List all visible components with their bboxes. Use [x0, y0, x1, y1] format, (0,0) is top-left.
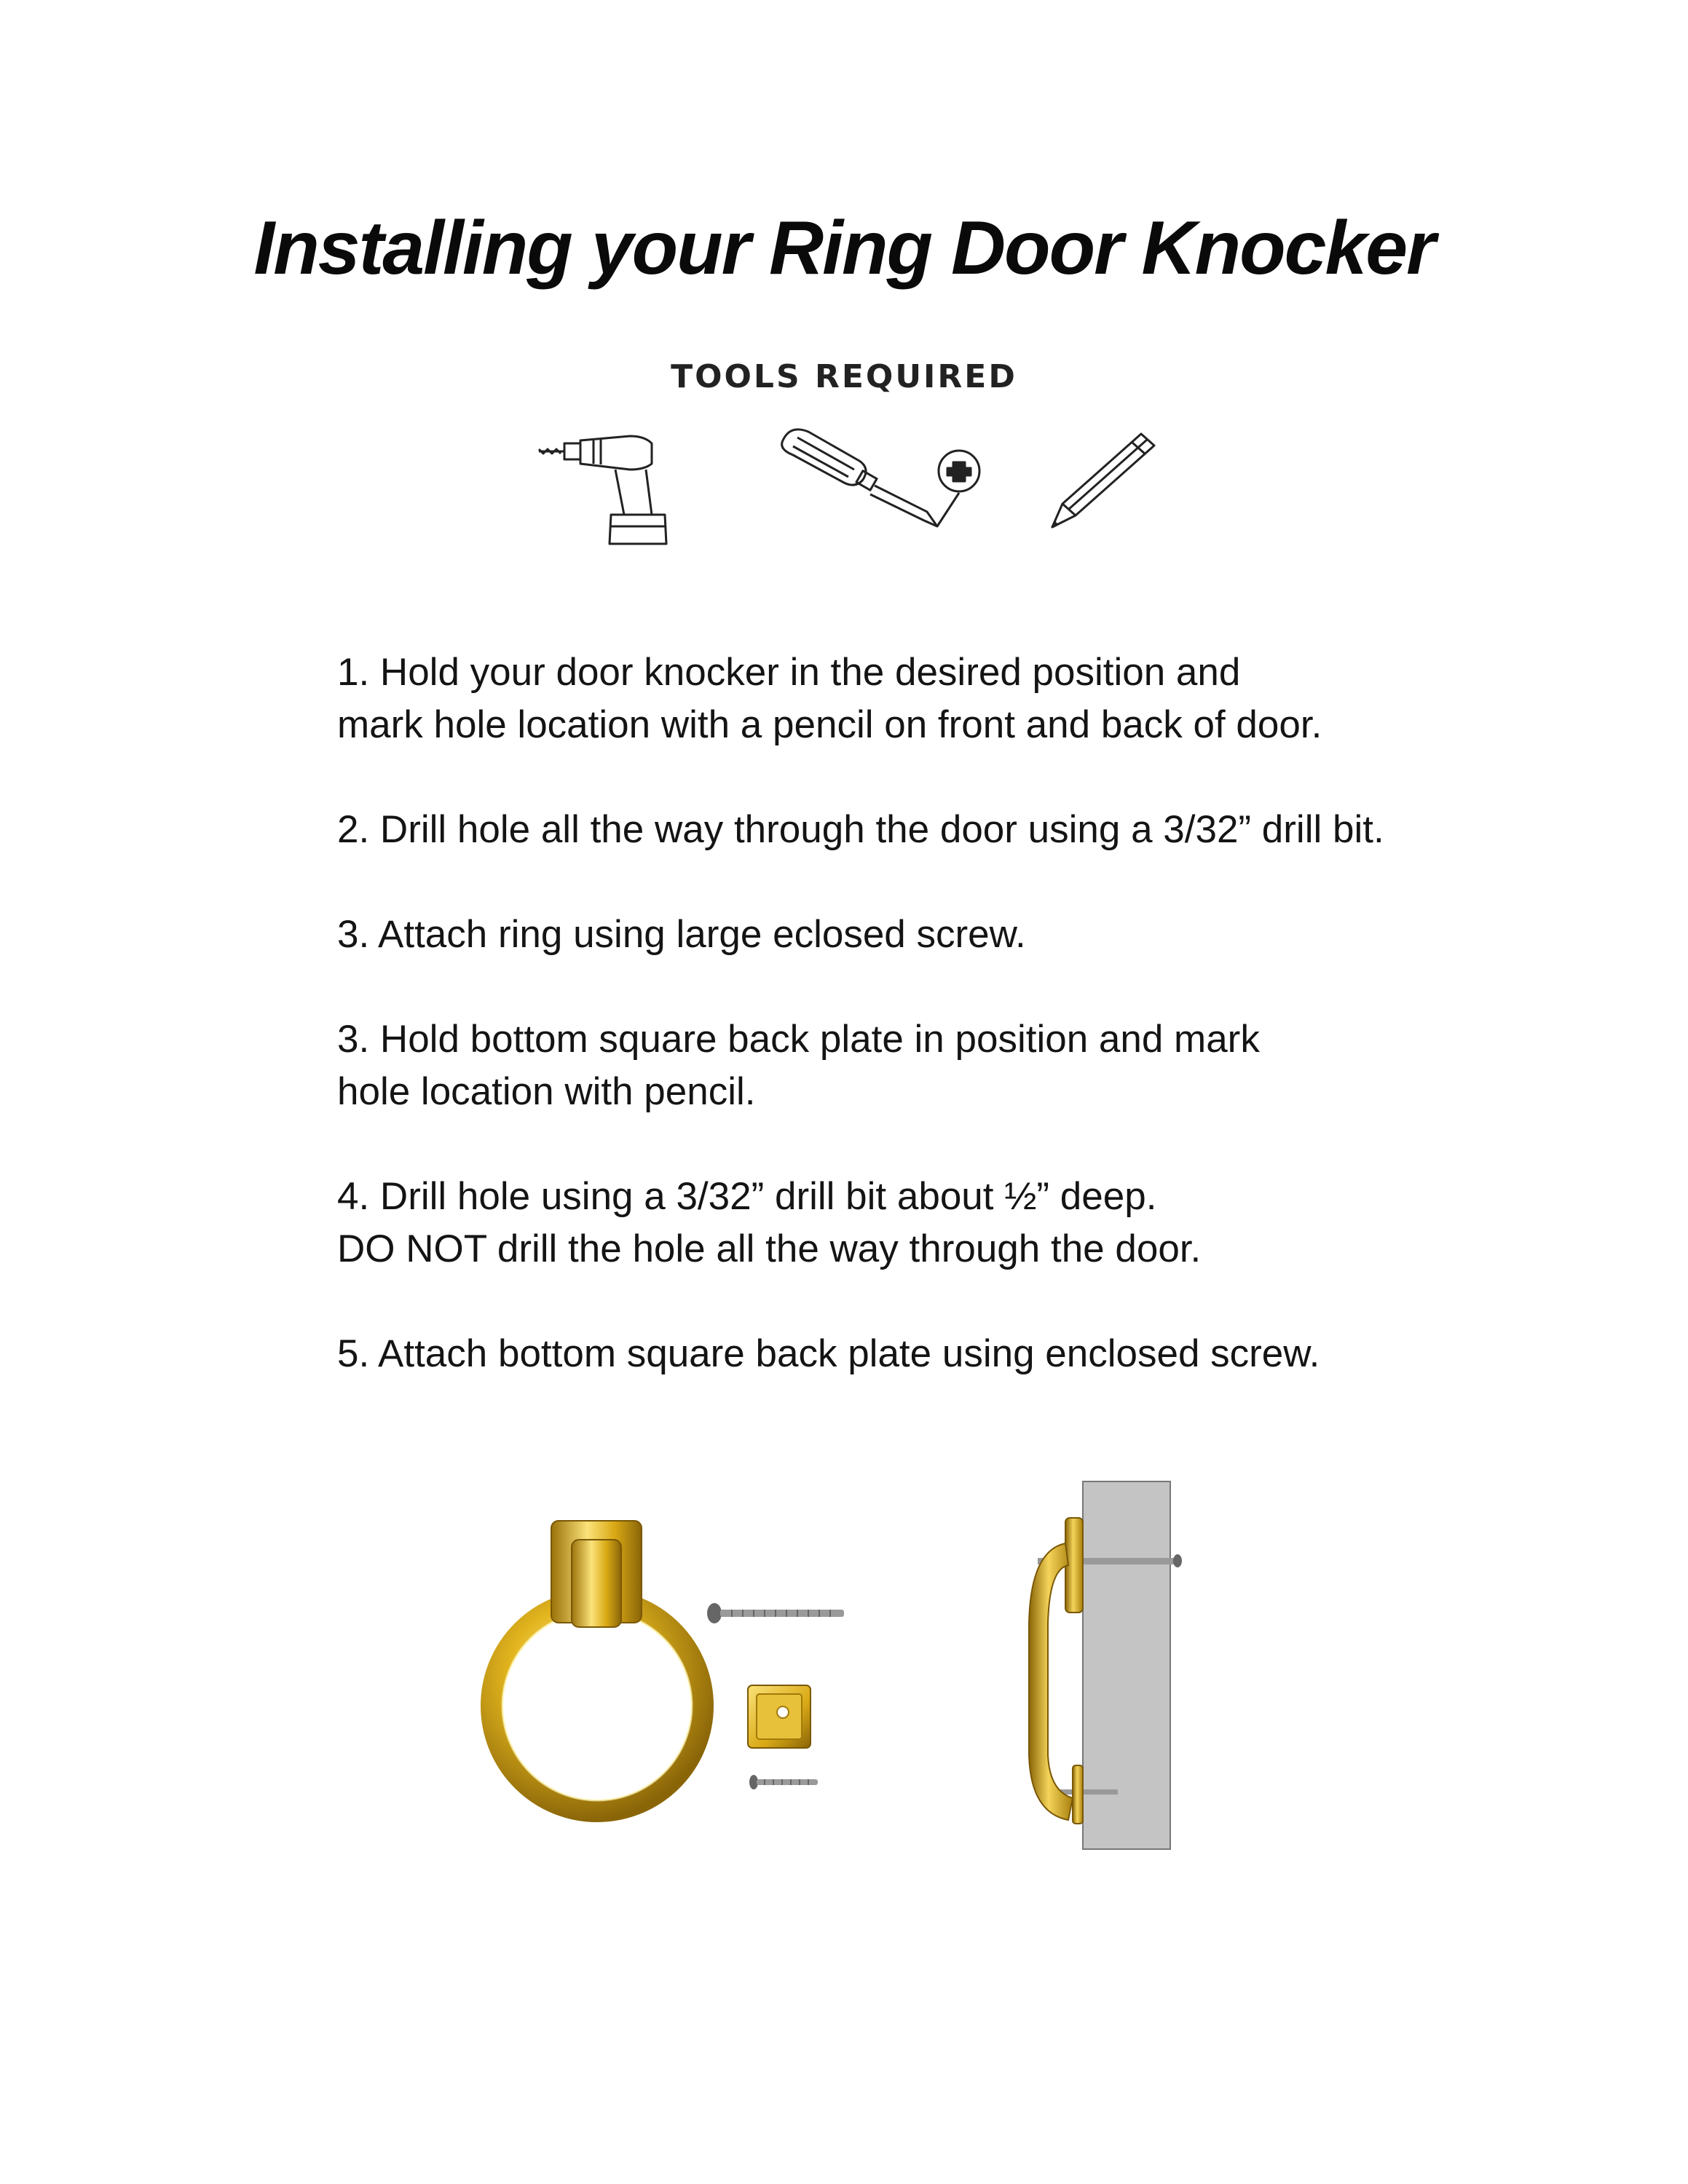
step-3b-line-2: hole location with pencil.	[337, 1070, 756, 1113]
step-3a-line-1: 3. Attach ring using large eclosed screw.	[337, 913, 1026, 956]
step-2-line-1: 2. Drill hole all the way through the door using a 3/32” drill bit.	[337, 808, 1384, 851]
installed-side-view-photo	[987, 1478, 1183, 1856]
step-4	[337, 1171, 1575, 1275]
page-title: Installing your Ring Door Knocker	[253, 206, 1435, 290]
drill-icon	[535, 419, 681, 550]
step-1	[337, 646, 1575, 751]
screws-and-back-plate-photo	[703, 1587, 852, 1805]
step-5	[337, 1328, 1575, 1380]
long-screw	[707, 1603, 844, 1623]
step-1-line-2: mark hole location with a pencil on front and back of door.	[337, 703, 1322, 746]
phillips-screwdriver-icon	[768, 419, 987, 542]
instruction-steps	[337, 646, 1575, 1433]
step-4-line-1: 4. Drill hole using a 3/32” drill bit about ½” deep.	[337, 1175, 1157, 1218]
step-3b-line-1: 3. Hold bottom square back plate in position and mark	[337, 1018, 1260, 1061]
step-3a	[337, 909, 1575, 961]
step-3b	[337, 1013, 1575, 1118]
step-5-line-1: 5. Attach bottom square back plate using enclosed screw.	[337, 1332, 1320, 1375]
step-2	[337, 804, 1575, 856]
pencil-icon	[1045, 430, 1162, 531]
tools-required-heading: TOOLS REQUIRED	[671, 358, 1017, 395]
step-1-line-1: 1. Hold your door knocker in the desired position and	[337, 651, 1241, 694]
step-4-line-2: DO NOT drill the hole all the way through the door.	[337, 1227, 1202, 1270]
